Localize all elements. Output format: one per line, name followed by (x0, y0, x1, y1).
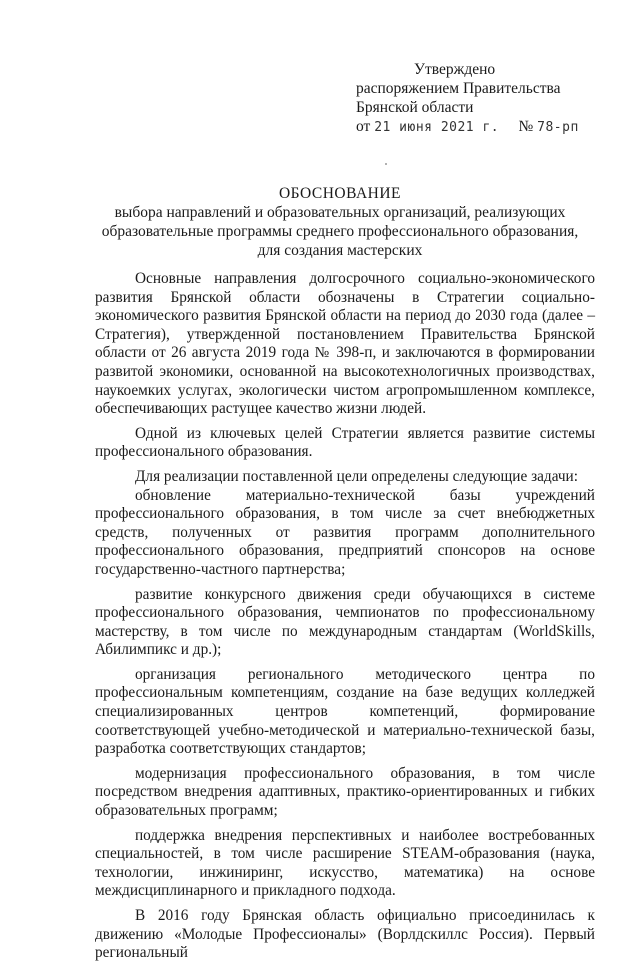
paragraph: Основные направления долгосрочного социально-экономического развития Брянской области обозначены в Стратегии социально-экономического развития Брянской области на период до 2030 года (далее – Стратегия), утвержденной постановлением Правительства Брянской области от 26 августа 2019 года № 398-п, и заключаются в формировании развитой экономики, основанной на высокотехнологичных производствах, наукоемких услугах, экологически чистом агропромышленном комплексе, обеспечивающих растущее качество жизни людей. (95, 270, 595, 418)
title-line-2: выбора направлений и образовательных организаций, реализующих (114, 204, 566, 221)
approval-date-line (356, 117, 616, 137)
paragraph: Одной из ключевых целей Стратегии является развитие системы профессионального образования. (95, 424, 595, 461)
paragraph: Для реализации поставленной цели определены следующие задачи: (135, 467, 578, 485)
date-value: 21 июня 2021 г. (374, 120, 500, 135)
title-main: ОБОСНОВАНИЕ (278, 185, 401, 202)
number-prefix: № (518, 118, 534, 135)
scan-dot (385, 163, 387, 165)
list-item: поддержка внедрения перспективных и наиболее востребованных специальностей, в том числе расширение STEAM-образования (наука, технологии, инжиниринг, искусство, математика) на основе междисциплинарного и прикладного подхода. (95, 826, 595, 900)
list-item: обновление материально-технической базы учреждений профессионального образования, в том числе за счет внебюджетных средств, полученных от развития программ дополнительного профессионального образования, предприятий спонсоров на основе государственно-частного партнерства; (95, 486, 595, 578)
paragraph: В 2016 году Брянская область официально присоединилась к движению «Молодые Профессионалы» (Ворлдскиллс Россия). Первый региональный (95, 907, 595, 962)
title-line-3: образовательные программы среднего профессионального образования, (101, 223, 579, 240)
document-body (95, 270, 595, 963)
list-item: организация регионального методического центра по профессиональным компетенциям, создание на базе ведущих колледжей специализированных центров компетенций, формирование соответствующей учебно-методической и материально-технической базы, разработка соответствующих стандартов; (95, 665, 595, 758)
document-title (90, 184, 590, 260)
approval-block (356, 60, 616, 137)
list-item: развитие конкурсного движения среди обучающихся в системе профессионального образования, чемпионатов по профессиональному мастерству, в том числе по международным стандартам (WorldSkills, Абилимпикс и др.); (95, 585, 595, 659)
title-line-4: для создания мастерских (257, 242, 423, 259)
approval-line-3: Брянской области (356, 99, 474, 116)
number-value: 78-рп (537, 120, 579, 135)
approval-line-2: распоряжением Правительства (356, 80, 561, 97)
approval-line-1: Утверждено (414, 61, 496, 78)
date-prefix: от (356, 118, 371, 135)
list-item: модернизация профессионального образования, в том числе посредством внедрения адаптивных, практико-ориентированных и гибких образовательных программ; (95, 764, 595, 820)
